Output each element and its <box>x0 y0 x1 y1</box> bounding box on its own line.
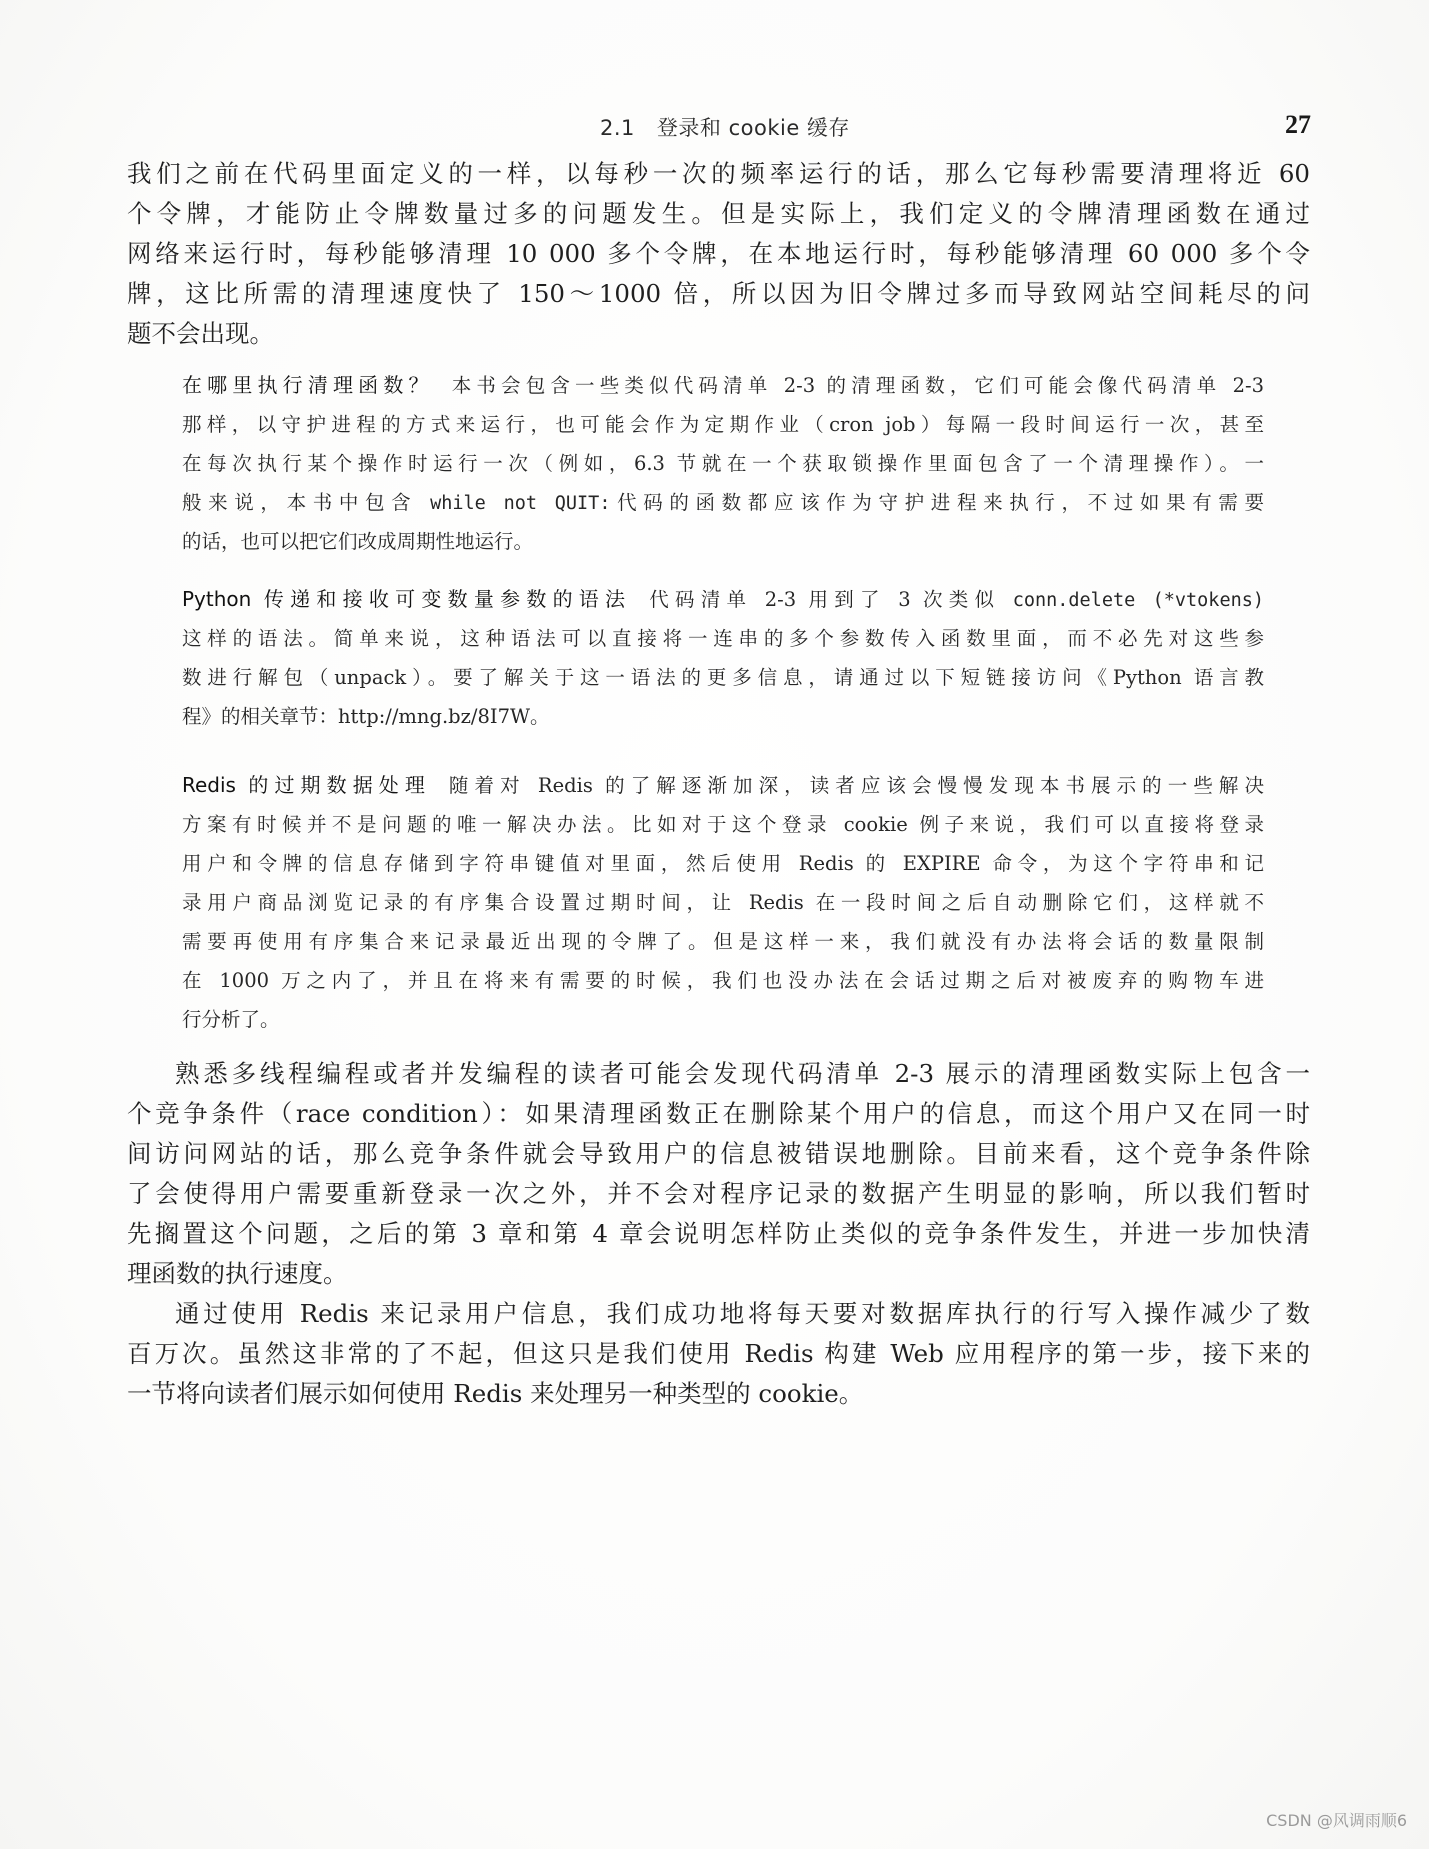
paragraph-line: 了会使得用户需要重新登录一次之外，并不会对程序记录的数据产生明显的影响，所以我们暂时 <box>127 1179 1310 1208</box>
paragraph-1 <box>127 154 1310 354</box>
paragraph-3 <box>127 1294 1310 1414</box>
running-header <box>0 112 1429 152</box>
note-line: 这样的语法。简单来说，这种语法可以直接将一连串的多个参数传入函数里面，而不必先对这些参 <box>182 627 1264 650</box>
note-line <box>182 766 1264 805</box>
note-line: 那样，以守护进程的方式来运行，也可能会作为定期作业（cron job）每隔一段时间运行一次，甚至 <box>182 413 1264 436</box>
note-line: 数进行解包（unpack）。要了解关于这一语法的更多信息，请通过以下短链接访问《Python 语言教 <box>182 666 1264 689</box>
paragraph-line: 个竞争条件（race condition）：如果清理函数正在删除某个用户的信息，而这个用户又在同一时 <box>127 1099 1310 1128</box>
watermark: CSDN @风调雨顺6 <box>1266 1811 1407 1830</box>
paragraph-line: 个令牌，才能防止令牌数量过多的问题发生。但是实际上，我们定义的令牌清理函数在通过 <box>127 199 1310 228</box>
note-redis-expire <box>182 766 1264 1039</box>
paragraph-line: 熟悉多线程编程或者并发编程的读者可能会发现代码清单 2-3 展示的清理函数实际上包含一 <box>175 1059 1310 1088</box>
note-cleanup-function <box>182 366 1264 561</box>
page-number: 27 <box>1285 110 1311 139</box>
note-line <box>182 366 1264 405</box>
paragraph-line: 牌，这比所需的清理速度快了 150～1000 倍，所以因为旧令牌过多而导致网站空间耗尽的问 <box>127 279 1310 308</box>
note-line: 行分析了。 <box>182 1008 280 1031</box>
note-text: 代码清单 2-3 用到了 3 次类似 <box>649 588 1013 611</box>
note-line: 用户和令牌的信息存储到字符串键值对里面，然后使用 Redis 的 EXPIRE 命令，为这个字符串和记 <box>182 852 1264 875</box>
paragraph-line: 通过使用 Redis 来记录用户信息，我们成功地将每天要对数据库执行的行写入操作减少了数 <box>175 1299 1310 1328</box>
note-text: 般来说，本书中包含 <box>182 491 431 514</box>
paragraph-line: 我们之前在代码里面定义的一样，以每秒一次的频率运行的话，那么它每秒需要清理将近 60 <box>127 159 1310 188</box>
note-title: Python 传递和接收可变数量参数的语法 <box>182 587 632 611</box>
note-line <box>182 580 1264 619</box>
header-section <box>600 112 850 142</box>
paragraph-line: 百万次。虽然这非常的了不起，但这只是我们使用 Redis 构建 Web 应用程序的第一步，接下来的 <box>127 1339 1310 1368</box>
paragraph-line: 网络来运行时，每秒能够清理 10 000 多个令牌，在本地运行时，每秒能够清理 60 000 多个令 <box>127 239 1310 268</box>
paragraph-line: 间访问网站的话，那么竞争条件就会导致用户的信息被错误地删除。目前来看，这个竞争条件除 <box>127 1139 1310 1168</box>
note-line: 的话，也可以把它们改成周期性地运行。 <box>182 530 534 553</box>
paragraph-line: 先搁置这个问题，之后的第 3 章和第 4 章会说明怎样防止类似的竞争条件发生，并进一步加快清 <box>127 1219 1310 1248</box>
paragraph-2 <box>127 1054 1310 1294</box>
code-snippet: while not QUIT: <box>430 493 611 514</box>
paragraph-line: 一节将向读者们展示如何使用 Redis 来处理另一种类型的 cookie。 <box>127 1379 864 1408</box>
note-line <box>182 483 1264 522</box>
note-title: 在哪里执行清理函数？ <box>182 373 434 397</box>
note-python-varargs <box>182 580 1264 736</box>
note-line: 方案有时候并不是问题的唯一解决办法。比如对于这个登录 cookie 例子来说，我们可以直接将登录 <box>182 813 1264 836</box>
note-text: 本书会包含一些类似代码清单 2-3 的清理函数，它们可能会像代码清单 2-3 <box>451 374 1265 397</box>
section-title: 登录和 cookie 缓存 <box>656 116 850 140</box>
code-snippet: conn.delete (*vtokens) <box>1012 590 1264 611</box>
note-line: 在每次执行某个操作时运行一次（例如，6.3 节就在一个获取锁操作里面包含了一个清理操作）。一 <box>182 452 1264 475</box>
paragraph-line: 题不会出现。 <box>127 319 274 348</box>
note-line: 程》的相关章节：http://mng.bz/8I7W。 <box>182 705 550 728</box>
section-number: 2.1 <box>600 116 635 140</box>
note-line: 需要再使用有序集合来记录最近出现的令牌了。但是这样一来，我们就没有办法将会话的数量限制 <box>182 930 1264 953</box>
note-text: 随着对 Redis 的了解逐渐加深，读者应该会慢慢发现本书展示的一些解决 <box>448 774 1264 797</box>
note-text: 代码的函数都应该作为守护进程来执行，不过如果有需要 <box>610 491 1264 514</box>
note-title: Redis 的过期数据处理 <box>182 773 431 797</box>
note-line: 录用户商品浏览记录的有序集合设置过期时间，让 Redis 在一段时间之后自动删除它们，这样就不 <box>182 891 1264 914</box>
note-line: 在 1000 万之内了，并且在将来有需要的时候，我们也没办法在会话过期之后对被废弃的购物车进 <box>182 969 1264 992</box>
paragraph-line: 理函数的执行速度。 <box>127 1259 348 1288</box>
